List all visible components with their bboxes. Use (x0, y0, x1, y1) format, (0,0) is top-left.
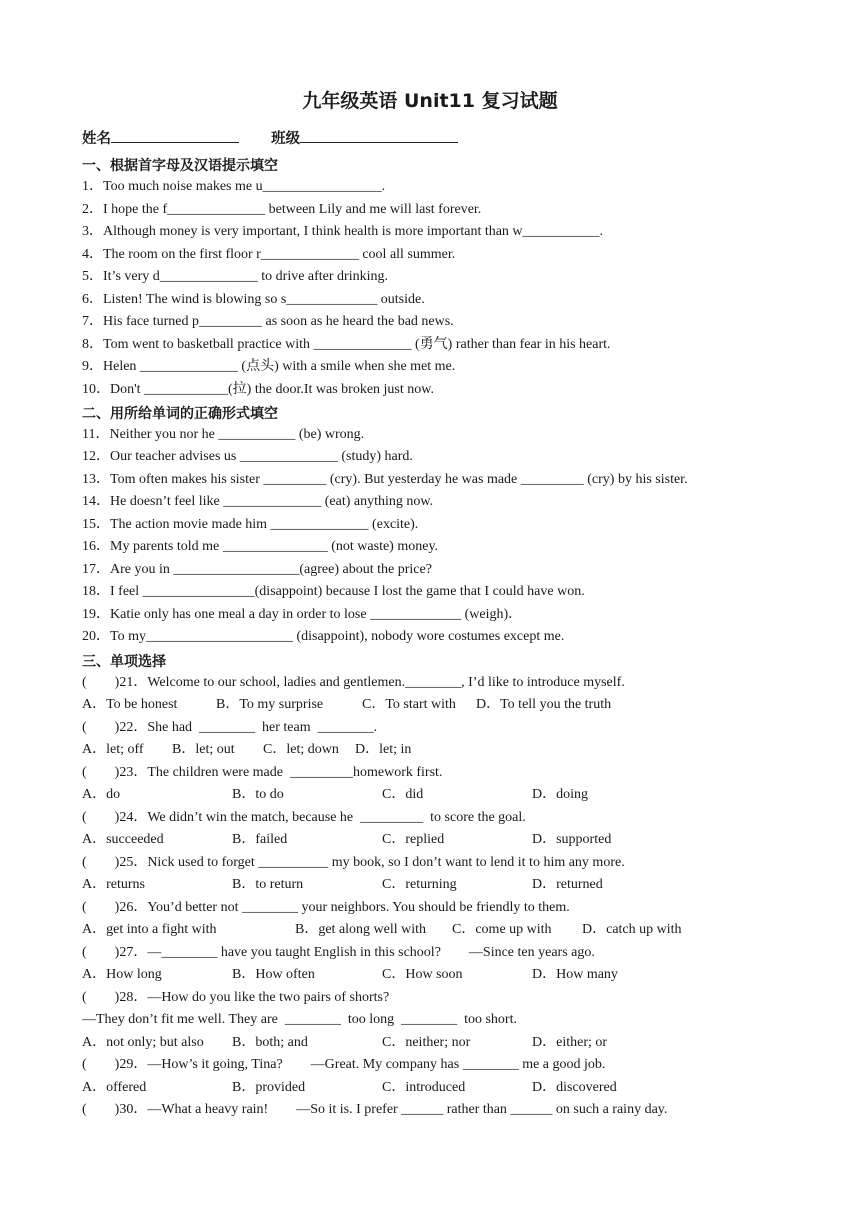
option-b[interactable]: B．to return (232, 877, 304, 892)
options-row (82, 786, 782, 804)
option-c[interactable]: C．come up with (452, 922, 552, 937)
option-c[interactable]: C．To start with (362, 697, 456, 712)
option-a[interactable]: A．get into a fight with (82, 922, 217, 937)
option-c[interactable]: C．returning (382, 877, 457, 892)
option-d[interactable]: D．doing (532, 787, 588, 802)
question-11: 11．Neither you nor he ___________ (be) wrong. (82, 427, 365, 442)
option-a[interactable]: A．offered (82, 1080, 147, 1095)
option-b[interactable]: B．provided (232, 1080, 306, 1095)
question-26: ( )26．You’d better not ________ your neighbors. You should be friendly to them. (82, 900, 570, 915)
option-c[interactable]: C．let; down (263, 742, 339, 757)
option-d[interactable]: D．supported (532, 832, 612, 847)
section-heading: 二、用所给单词的正确形式填空 (82, 406, 278, 422)
question-22: ( )22．She had ________ her team ________. (82, 720, 378, 735)
options-row (82, 921, 782, 939)
question-29: ( )29．—How’s it going, Tina? —Great. My company has ________ me a good job. (82, 1057, 606, 1072)
question-23: ( )23．The children were made _________homework first. (82, 765, 443, 780)
question-10: 10．Don't ____________(拉) the door.It was broken just now. (82, 382, 434, 397)
options-row (82, 696, 782, 714)
section-heading: 三、单项选择 (82, 654, 166, 670)
question-1: 1．Too much noise makes me u_________________. (82, 179, 386, 194)
option-b[interactable]: B．How often (232, 967, 315, 982)
option-a[interactable]: A．let; off (82, 742, 144, 757)
question-8: 8．Tom went to basketball practice with ______________ (勇气) rather than fear in his heart. (82, 337, 611, 352)
option-c[interactable]: C．neither; nor (382, 1035, 471, 1050)
option-c[interactable]: C．How soon (382, 967, 463, 982)
question-20: 20．To my_____________________ (disappoint), nobody wore costumes except me. (82, 629, 565, 644)
option-c[interactable]: C．introduced (382, 1080, 466, 1095)
question-30: ( )30．—What a heavy rain! —So it is. I prefer ______ rather than ______ on such a rainy day. (82, 1102, 668, 1117)
option-d[interactable]: D．discovered (532, 1080, 617, 1095)
option-b[interactable]: B．let; out (172, 742, 235, 757)
question-24: ( )24．We didn’t win the match, because he _________ to score the goal. (82, 810, 526, 825)
question-28-continued: —They don’t fit me well. They are ________ too long ________ too short. (82, 1012, 517, 1027)
question-2: 2．I hope the f______________ between Lily and me will last forever. (82, 202, 482, 217)
option-a[interactable]: A．succeeded (82, 832, 164, 847)
class-label: 班级 (271, 131, 301, 147)
option-a[interactable]: A．not only; but also (82, 1035, 204, 1050)
option-c[interactable]: C．replied (382, 832, 445, 847)
option-d[interactable]: D．catch up with (582, 922, 682, 937)
question-14: 14．He doesn’t feel like ______________ (eat) anything now. (82, 494, 434, 509)
question-19: 19．Katie only has one meal a day in order to lose _____________ (weigh)． (82, 607, 523, 622)
option-d[interactable]: D．returned (532, 877, 603, 892)
name-label: 姓名 (82, 131, 111, 147)
question-28: ( )28．—How do you like the two pairs of shorts? (82, 990, 390, 1005)
name-field[interactable] (111, 128, 239, 143)
class-field[interactable] (300, 128, 458, 143)
option-d[interactable]: D．How many (532, 967, 618, 982)
question-18: 18．I feel ________________(disappoint) because I lost the game that I could have won. (82, 584, 585, 599)
question-3: 3．Although money is very important, I think health is more important than w___________. (82, 224, 604, 239)
options-row (82, 741, 782, 759)
question-5: 5．It’s very d______________ to drive after drinking. (82, 269, 389, 284)
option-d[interactable]: D．either; or (532, 1035, 608, 1050)
section-heading: 一、根据首字母及汉语提示填空 (82, 158, 278, 174)
option-a[interactable]: A．How long (82, 967, 162, 982)
option-b[interactable]: B．both; and (232, 1035, 308, 1050)
question-12: 12．Our teacher advises us ______________ (study) hard. (82, 449, 413, 464)
option-b[interactable]: B．To my surprise (216, 697, 324, 712)
option-d[interactable]: D．To tell you the truth (476, 697, 612, 712)
question-21: ( )21．Welcome to our school, ladies and gentlemen.________, I’d like to introduce myself. (82, 675, 625, 690)
question-15: 15．The action movie made him ______________ (excite). (82, 517, 419, 532)
option-b[interactable]: B．to do (232, 787, 284, 802)
question-17: 17．Are you in __________________(agree) about the price? (82, 562, 432, 577)
option-a[interactable]: A．To be honest (82, 697, 178, 712)
page-title: 九年级英语 Unit11 复习试题 (302, 90, 558, 112)
question-25: ( )25．Nick used to forget __________ my book, so I don’t want to lend it to him any more. (82, 855, 625, 870)
option-d[interactable]: D．let; in (355, 742, 412, 757)
question-9: 9．Helen ______________ (点头) with a smile when she met me. (82, 359, 456, 374)
options-row (82, 831, 782, 849)
option-c[interactable]: C．did (382, 787, 424, 802)
option-a[interactable]: A．returns (82, 877, 145, 892)
options-row (82, 1079, 782, 1097)
student-info-bar (82, 127, 458, 148)
question-4: 4．The room on the first floor r______________ cool all summer. (82, 247, 456, 262)
question-27: ( )27．—________ have you taught English in this school? —Since ten years ago. (82, 945, 595, 960)
option-a[interactable]: A．do (82, 787, 121, 802)
options-row (82, 1034, 782, 1052)
question-6: 6．Listen! The wind is blowing so s_____________ outside. (82, 292, 425, 307)
question-7: 7．His face turned p_________ as soon as he heard the bad news. (82, 314, 454, 329)
question-13: 13．Tom often makes his sister _________ (cry). But yesterday he was made _________ (cry) by his sister. (82, 472, 688, 487)
option-b[interactable]: B．get along well with (295, 922, 427, 937)
question-16: 16．My parents told me _______________ (not waste) money. (82, 539, 439, 554)
options-row (82, 876, 782, 894)
options-row (82, 966, 782, 984)
option-b[interactable]: B．failed (232, 832, 288, 847)
